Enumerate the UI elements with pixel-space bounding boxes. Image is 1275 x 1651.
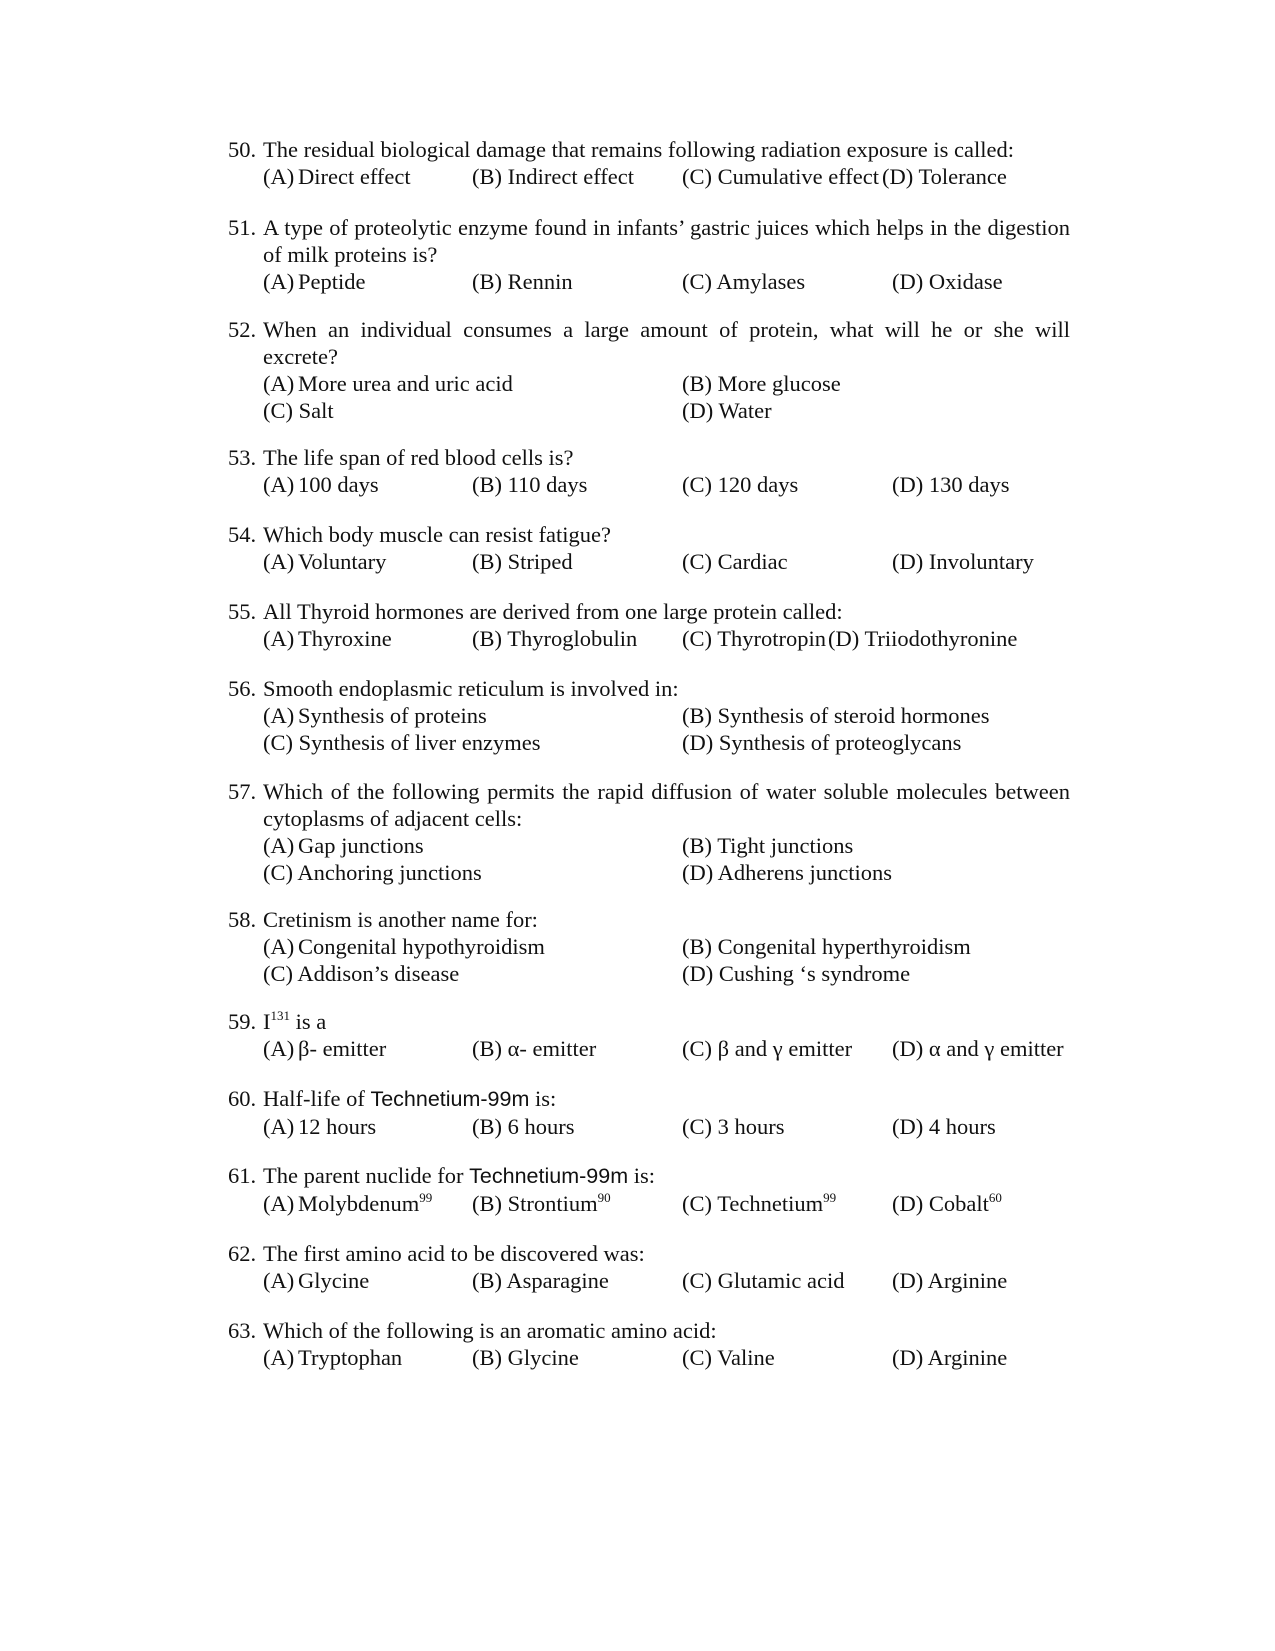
option-a: (A) 100 days bbox=[263, 472, 379, 497]
option-c: (C) Anchoring junctions bbox=[263, 860, 482, 885]
options-row bbox=[228, 625, 1070, 652]
question-stem bbox=[228, 675, 1070, 702]
options-row bbox=[228, 1344, 1070, 1371]
option-b: (B) 110 days bbox=[472, 472, 588, 497]
question-56 bbox=[228, 675, 1070, 756]
question-62 bbox=[228, 1240, 1070, 1294]
question-stem bbox=[228, 1162, 1070, 1190]
question-63 bbox=[228, 1317, 1070, 1371]
option-c: (C) Amylases bbox=[682, 269, 806, 294]
options-row bbox=[228, 832, 1070, 859]
isotope-superscript: 131 bbox=[270, 1008, 290, 1023]
question-stem bbox=[228, 136, 1070, 163]
question-text: The parent nuclide for Technetium-99m is: bbox=[263, 1163, 655, 1188]
option-a: (A) 12 hours bbox=[263, 1114, 377, 1139]
option-b: (B) Glycine bbox=[472, 1345, 579, 1370]
question-59 bbox=[228, 1008, 1070, 1062]
option-a: (A) More urea and uric acid bbox=[263, 371, 513, 396]
option-d: (D) Arginine bbox=[892, 1268, 1008, 1293]
question-55 bbox=[228, 598, 1070, 652]
option-a: (A) Voluntary bbox=[263, 549, 387, 574]
option-c: (C) 120 days bbox=[682, 472, 799, 497]
question-stem bbox=[228, 316, 1070, 370]
question-53 bbox=[228, 444, 1070, 498]
question-number: 60. bbox=[228, 1086, 257, 1111]
question-stem bbox=[228, 1008, 1070, 1035]
option-d: (D) Adherens junctions bbox=[682, 860, 892, 885]
question-stem bbox=[228, 1240, 1070, 1267]
options-row bbox=[228, 370, 1070, 397]
option-a: (A) Synthesis of proteins bbox=[263, 703, 487, 728]
question-text: Smooth endoplasmic reticulum is involved in: bbox=[263, 676, 679, 701]
question-text: All Thyroid hormones are derived from one large protein called: bbox=[263, 599, 843, 624]
question-50 bbox=[228, 136, 1070, 190]
question-stem bbox=[228, 1317, 1070, 1344]
question-number: 61. bbox=[228, 1163, 257, 1188]
option-c: (C) Thyrotropin bbox=[682, 626, 826, 651]
option-b: (B) α- emitter bbox=[472, 1036, 597, 1061]
option-d: (D) Synthesis of proteoglycans bbox=[682, 730, 962, 755]
question-number: 59. bbox=[228, 1009, 257, 1034]
question-stem bbox=[228, 778, 1070, 832]
option-c: (C) Cardiac bbox=[682, 549, 788, 574]
question-stem bbox=[228, 598, 1070, 625]
question-text: Half-life of Technetium-99m is: bbox=[263, 1086, 557, 1111]
option-b: (B) Rennin bbox=[472, 269, 573, 294]
option-d: (D) Cobalt$^{60}$ bbox=[892, 1190, 1002, 1216]
question-number: 53. bbox=[228, 445, 257, 470]
options-row bbox=[228, 163, 1070, 190]
option-c: (C) Addison’s disease bbox=[263, 961, 460, 986]
options-row bbox=[228, 702, 1070, 729]
question-number: 63. bbox=[228, 1318, 257, 1343]
options-row bbox=[228, 548, 1070, 575]
option-d: (D) 130 days bbox=[892, 472, 1010, 497]
option-c: (C) Salt bbox=[263, 398, 334, 423]
question-number: 57. bbox=[228, 779, 257, 804]
option-a: (A) Direct effect bbox=[263, 164, 411, 189]
options-row bbox=[228, 1113, 1070, 1140]
options-row bbox=[228, 933, 1070, 960]
option-c: (C) β and γ emitter bbox=[682, 1036, 853, 1061]
question-text: Which of the following is an aromatic amino acid: bbox=[263, 1318, 717, 1343]
question-stem bbox=[228, 906, 1070, 933]
options-row bbox=[228, 471, 1070, 498]
question-number: 51. bbox=[228, 215, 257, 240]
option-b: (B) 6 hours bbox=[472, 1114, 575, 1139]
option-d: (D) Involuntary bbox=[892, 549, 1034, 574]
option-b: (B) Congenital hyperthyroidism bbox=[682, 934, 971, 959]
option-d: (D) 4 hours bbox=[892, 1114, 996, 1139]
option-b: (B) Strontium$^{90}$ bbox=[472, 1190, 611, 1216]
question-54 bbox=[228, 521, 1070, 575]
question-stem bbox=[228, 1085, 1070, 1113]
question-60 bbox=[228, 1085, 1070, 1140]
option-b: (B) Thyroglobulin bbox=[472, 626, 638, 651]
option-c: (C) Cumulative effect bbox=[682, 164, 880, 189]
question-text: Which body muscle can resist fatigue? bbox=[263, 522, 612, 547]
options-row bbox=[228, 397, 1070, 424]
question-58 bbox=[228, 906, 1070, 987]
option-c: (C) Synthesis of liver enzymes bbox=[263, 730, 541, 755]
question-61 bbox=[228, 1162, 1070, 1217]
question-stem bbox=[228, 214, 1070, 268]
question-text: The residual biological damage that remains following radiation exposure is called: bbox=[263, 137, 1015, 162]
option-d: (D) α and γ emitter bbox=[892, 1036, 1064, 1061]
option-a: (A) β- emitter bbox=[263, 1036, 387, 1061]
question-text: Which of the following permits the rapid diffusion of water soluble molecules between cytoplasms of adjacent cells: bbox=[263, 779, 1070, 831]
option-b: (B) Indirect effect bbox=[472, 164, 635, 189]
question-stem bbox=[228, 444, 1070, 471]
option-d: (D) Tolerance bbox=[882, 164, 1007, 189]
question-text: A type of proteolytic enzyme found in infants’ gastric juices which helps in the digestion of milk proteins is? bbox=[263, 215, 1070, 267]
option-a: (A) Thyroxine bbox=[263, 626, 392, 651]
option-a: (A) Congenital hypothyroidism bbox=[263, 934, 545, 959]
question-51 bbox=[228, 214, 1070, 295]
options-row bbox=[228, 268, 1070, 295]
option-d: (D) Triiodothyronine bbox=[828, 626, 1018, 651]
technetium-term: Technetium-99m bbox=[469, 1164, 629, 1188]
option-b: (B) Striped bbox=[472, 549, 573, 574]
question-text: Cretinism is another name for: bbox=[263, 907, 538, 932]
question-number: 50. bbox=[228, 137, 257, 162]
question-number: 56. bbox=[228, 676, 257, 701]
option-c: (C) Glutamic acid bbox=[682, 1268, 845, 1293]
option-b: (B) Tight junctions bbox=[682, 833, 854, 858]
option-b: (B) Asparagine bbox=[472, 1268, 609, 1293]
option-d: (D) Water bbox=[682, 398, 772, 423]
options-row bbox=[228, 729, 1070, 756]
question-number: 58. bbox=[228, 907, 257, 932]
technetium-term: Technetium-99m bbox=[370, 1087, 530, 1111]
option-d: (D) Oxidase bbox=[892, 269, 1003, 294]
options-row bbox=[228, 1267, 1070, 1294]
options-row bbox=[228, 859, 1070, 886]
options-row bbox=[228, 960, 1070, 987]
question-number: 62. bbox=[228, 1241, 257, 1266]
option-c: (C) Technetium$^{99}$ bbox=[682, 1190, 837, 1216]
option-c: (C) 3 hours bbox=[682, 1114, 785, 1139]
option-b: (B) More glucose bbox=[682, 371, 841, 396]
question-text: The life span of red blood cells is? bbox=[263, 445, 574, 470]
question-57 bbox=[228, 778, 1070, 886]
question-number: 52. bbox=[228, 317, 257, 342]
option-a: (A) Molybdenum$^{99}$ bbox=[263, 1190, 433, 1216]
question-text: The first amino acid to be discovered was: bbox=[263, 1241, 645, 1266]
option-a: (A) Tryptophan bbox=[263, 1345, 403, 1370]
option-a: (A) Glycine bbox=[263, 1268, 370, 1293]
option-a: (A) Gap junctions bbox=[263, 833, 424, 858]
question-number: 55. bbox=[228, 599, 257, 624]
question-text: When an individual consumes a large amount of protein, what will he or she will excrete? bbox=[263, 317, 1070, 369]
option-d: (D) Arginine bbox=[892, 1345, 1008, 1370]
option-a: (A) Peptide bbox=[263, 269, 366, 294]
options-row bbox=[228, 1035, 1070, 1062]
option-c: (C) Valine bbox=[682, 1345, 775, 1370]
question-text: $I^{131}$ is a bbox=[263, 1008, 327, 1034]
question-stem bbox=[228, 521, 1070, 548]
question-number: 54. bbox=[228, 522, 257, 547]
options-row bbox=[228, 1190, 1070, 1217]
option-d: (D) Cushing ‘s syndrome bbox=[682, 961, 911, 986]
question-52 bbox=[228, 316, 1070, 424]
option-b: (B) Synthesis of steroid hormones bbox=[682, 703, 990, 728]
